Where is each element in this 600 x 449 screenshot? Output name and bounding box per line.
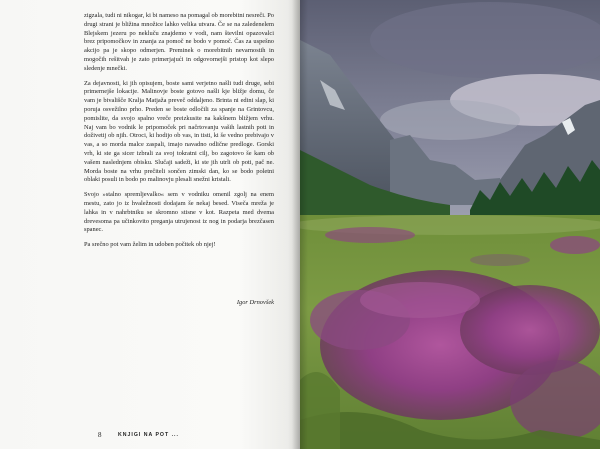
body-text: [84, 12, 274, 256]
paragraph: Za dejavnosti, ki jih opisujem, boste sami verjetno našli tudi druge, sebi primernejše lokacije. Malinovje boste gotovo našli kje bližje domu, če vam je bivališče Kralja Matjaža preveč oddaljeno. Brinta ni edini slap, ki poruja osvežilno prho. Preden se boste odločili za spanje na Grintovcu, pomislite, da svojo spalno vreče preizkusite na kakšnem bližjem vrhu. Naj vam bo vodnik le pripomoček pri načrtovanju vaših lastnih poti in doživetij ob njih. Otroci, ki hodijo ob vas, in tisti, ki še vedno prebivajo v vas, a so morda malce zaspali, imajo navadno odlične predloge. Gorski vrh, ki ste ga sicer izbrali za svoj tokratni cilj, bo zagotovo še kam ob vašem naslednjem obisku. Slučaji sadeži, ki ste jih utrli ob poti, pač ne. Morda boste na vrhu prečiteli sončen zimski dan, ko se bodo poletni oblaki posuli in bodo po malinovju plesali snežni kristali.: [84, 79, 274, 184]
author-signature: Igor Drnovšek: [236, 299, 274, 306]
cloud: [370, 2, 600, 78]
paragraph: Svojo »stalno spremljevalko« sem v vodniku omenil zgolj na enem mestu, zato jo iz hvaležnosti dodajam še nekaj besed. Viseča mreža je lahka in v nahrbtniku se skromno stisne v kot. Razpeta med dvema drevesoma pa učinkovito preganja utrujenost iz nog in podarja brezčasen spanec.: [84, 191, 274, 234]
right-page-photo: [300, 0, 600, 449]
heather-patch: [550, 236, 600, 254]
heather-patch: [470, 254, 530, 266]
mountain-meadow-photo: [300, 0, 600, 449]
running-head: KNJIGI NA POT ...: [118, 432, 179, 438]
cloud: [380, 100, 520, 140]
heather-bush: [460, 285, 600, 375]
foreground-grass: [300, 372, 340, 449]
heather-patch: [325, 227, 415, 243]
paragraph: Pa srečno pot vam želim in udoben počitek ob njej!: [84, 241, 216, 249]
heather-highlight: [360, 282, 480, 318]
page-number: 8: [98, 431, 102, 439]
paragraph: zigzala, tudi ni nikogar, ki bi nameso na pomagal ob morebitni nesreči. Po drugi strani je bližina množice lahko velika utvara. Če se na zaledenelem Blejskem jezeru po nekluču znajdemo v vodi, nam številni opazovalci brez pripomočkov in znanja za pomoč ne bodo v pomoč. Čas za uspešno akcijo pa je skopo odmerjen. Preminek o morebitnih nevarnostih in mogočih rešitvah je zato primerjajući in odgovornejši pristop kot slepo sledenje mnečki.: [84, 12, 274, 72]
